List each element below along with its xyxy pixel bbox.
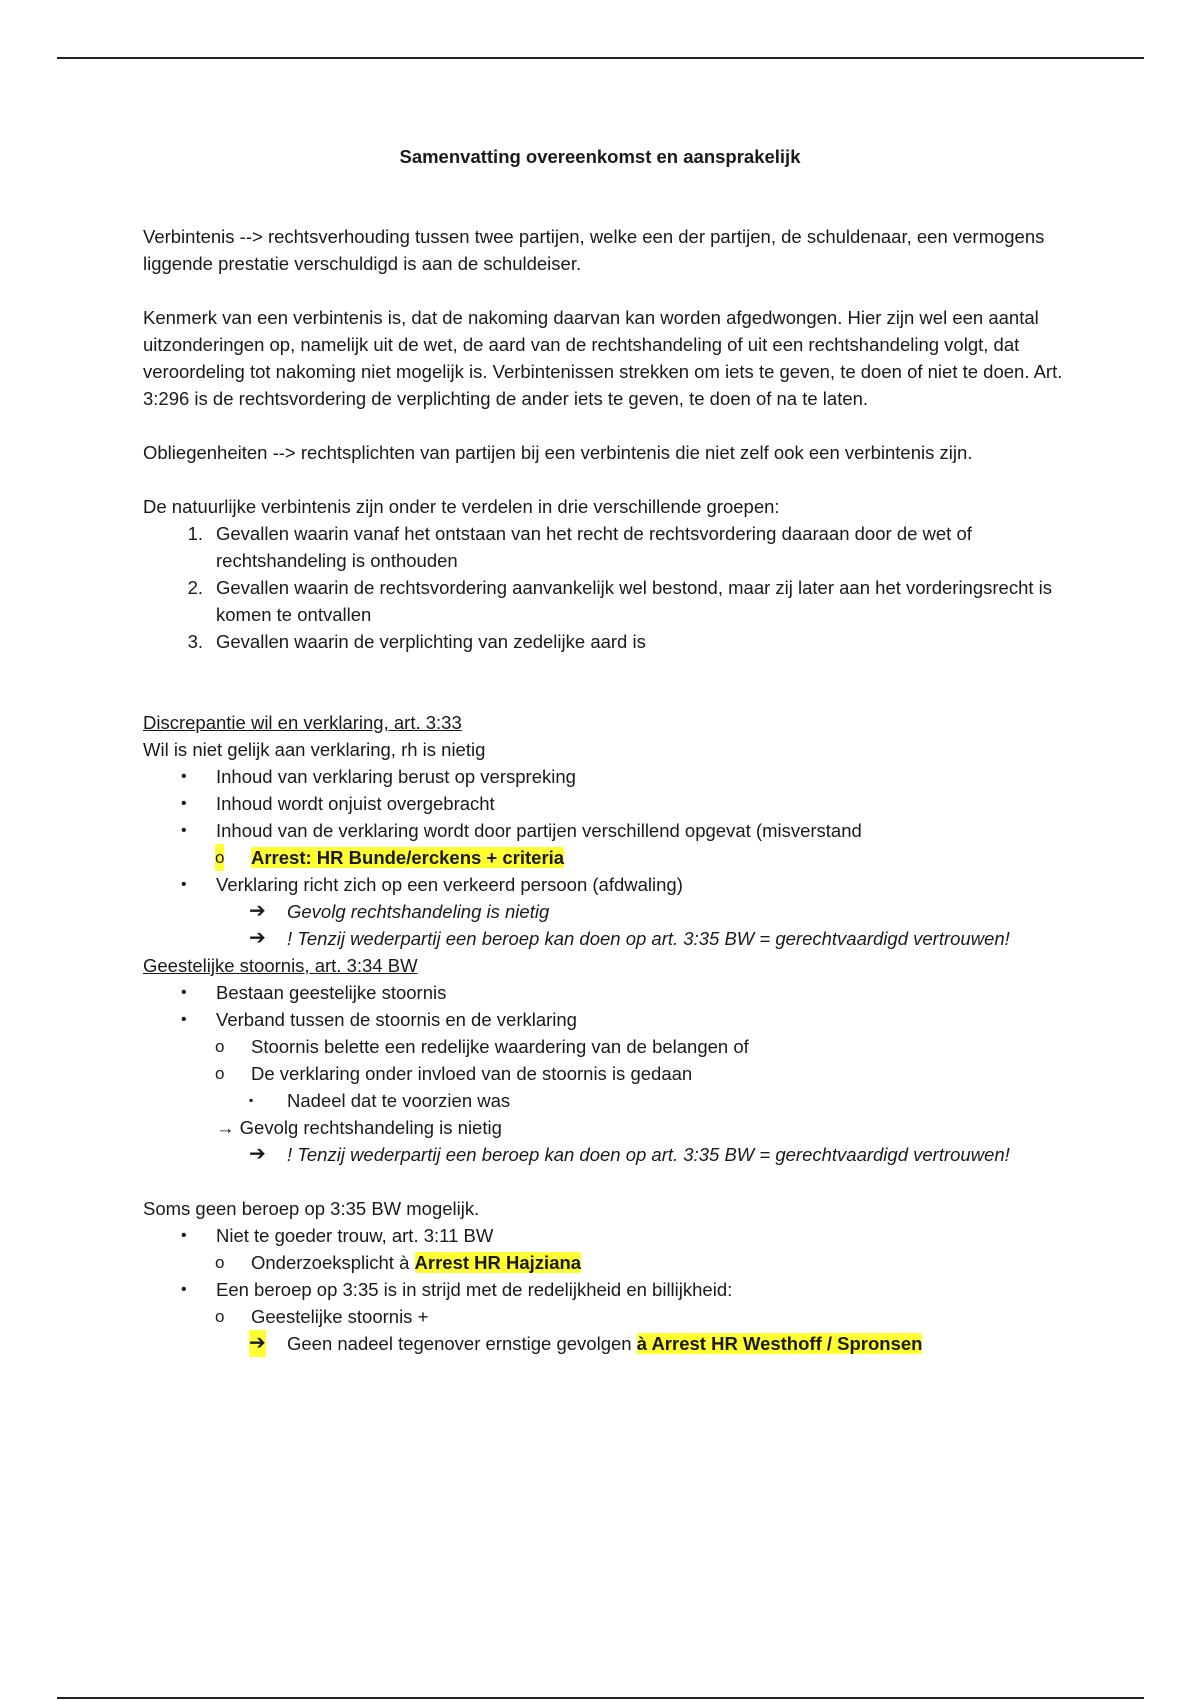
list-number: 3.: [187, 631, 203, 652]
list-item: ▪ Nadeel dat te voorzien was: [143, 1087, 1063, 1114]
paragraph-obliegenheiten: Obliegenheiten --> rechtsplichten van partijen bij een verbintenis die niet zelf ook een verbintenis zijn.: [143, 442, 973, 463]
list-item: • Een beroep op 3:35 is in strijd met de redelijkheid en billijkheid:: [143, 1276, 1063, 1303]
list-item: ➔ Gevolg rechtshandeling is nietig: [143, 898, 1063, 925]
document-body: [143, 223, 1063, 1357]
paragraph-verbintenis: Verbintenis --> rechtsverhouding tussen twee partijen, welke een der partijen, de schuldenaar, een vermogens liggende prestatie verschuldigd is aan de schuldeiser.: [143, 226, 1045, 274]
list-item: [143, 844, 1063, 871]
list-item: • Inhoud wordt onjuist overgebracht: [143, 790, 1063, 817]
list-item: • Verband tussen de stoornis en de verklaring: [143, 1006, 1063, 1033]
arrow-icon: ➔: [249, 927, 266, 949]
circle-bullet-icon: o: [215, 1253, 225, 1272]
discrepantie-intro: Wil is niet gelijk aan verklaring, rh is nietig: [143, 739, 486, 760]
bullet-icon: •: [181, 822, 187, 839]
arrow-icon: ➔: [249, 1143, 266, 1165]
arrest-westhoff-spronsen: à Arrest HR Westhoff / Spronsen: [636, 1333, 923, 1354]
arrest-bunde-erckens: Arrest: HR Bunde/erckens + criteria: [251, 847, 565, 868]
bullet-icon: •: [181, 1011, 187, 1028]
heading-discrepantie: Discrepantie wil en verklaring, art. 3:33: [143, 712, 462, 733]
list-item: o Stoornis belette een redelijke waardering van de belangen of: [143, 1033, 1063, 1060]
top-rule: [57, 57, 1144, 59]
list-item: ➔ ! Tenzij wederpartij een beroep kan doen op art. 3:35 BW = gerechtvaardigd vertrouwen!: [143, 925, 1063, 952]
list-item: → Gevolg rechtshandeling is nietig: [216, 1117, 502, 1138]
arrow-icon: ➔: [249, 900, 266, 922]
circle-bullet-icon: o: [215, 1064, 225, 1083]
list-item: 3. Gevallen waarin de verplichting van zedelijke aard is: [143, 628, 1063, 655]
bullet-icon: •: [181, 768, 187, 785]
page-title: Samenvatting overeenkomst en aansprakelijk: [399, 146, 801, 167]
thin-arrow-icon: →: [216, 1117, 235, 1138]
circle-bullet-icon: o: [215, 1307, 225, 1326]
bullet-icon: •: [181, 1227, 187, 1244]
list-number: 2.: [187, 577, 203, 598]
circle-bullet-icon: o: [215, 1037, 225, 1056]
list-item: • Bestaan geestelijke stoornis: [143, 979, 1063, 1006]
bullet-icon: •: [181, 876, 187, 893]
arrow-icon: ➔: [249, 1330, 266, 1357]
list-item: ➔ Geen nadeel tegenover ernstige gevolgen à Arrest HR Westhoff / Spronsen: [143, 1330, 1063, 1357]
arrest-hajziana: Arrest HR Hajziana: [414, 1252, 582, 1273]
bullet-icon: •: [181, 795, 187, 812]
list-item: ➔ ! Tenzij wederpartij een beroep kan doen op art. 3:35 BW = gerechtvaardigd vertrouwen!: [143, 1141, 1063, 1168]
heading-stoornis: Geestelijke stoornis, art. 3:34 BW: [143, 955, 418, 976]
paragraph-kenmerk: Kenmerk van een verbintenis is, dat de nakoming daarvan kan worden afgedwongen. Hier zijn wel een aantal uitzonderingen op, namelijk uit de wet, de aard van de rechtshandeling of uit een rechtshandeling volgt, dat veroordeling tot nakoming niet mogelijk is. Verbintenissen strekken om iets te geven, te doen of niet te doen. Art. 3:296 is de rechtsvordering de verplichting de ander iets te geven, te doen of na te laten.: [143, 307, 1063, 409]
list-number: 1.: [187, 523, 203, 544]
list-item: • Verklaring richt zich op een verkeerd persoon (afdwaling): [143, 871, 1063, 898]
bullet-icon: •: [181, 1281, 187, 1298]
list-item: o Onderzoeksplicht à Arrest HR Hajziana: [143, 1249, 1063, 1276]
square-bullet-icon: ▪: [249, 1093, 254, 1107]
list-item: • Inhoud van de verklaring wordt door partijen verschillend opgevat (misverstand: [143, 817, 1063, 844]
list-item: 1. Gevallen waarin vanaf het ontstaan van het recht de rechtsvordering daaraan door de wet of rechtshandeling is onthouden: [143, 520, 1063, 574]
list-item: o De verklaring onder invloed van de stoornis is gedaan: [143, 1060, 1063, 1087]
bottom-rule: [57, 1697, 1144, 1699]
paragraph-natuurlijk: De natuurlijke verbintenis zijn onder te verdelen in drie verschillende groepen:: [143, 496, 780, 517]
list-item: 2. Gevallen waarin de rechtsvordering aanvankelijk wel bestond, maar zij later aan het vorderingsrecht is komen te ontvallen: [143, 574, 1063, 628]
list-item: o Geestelijke stoornis +: [143, 1303, 1063, 1330]
list-item: • Inhoud van verklaring berust op verspreking: [143, 763, 1063, 790]
bullet-icon: •: [181, 984, 187, 1001]
circle-bullet-icon: o: [215, 844, 224, 871]
list-item: • Niet te goeder trouw, art. 3:11 BW: [143, 1222, 1063, 1249]
soms-intro: Soms geen beroep op 3:35 BW mogelijk.: [143, 1198, 480, 1219]
